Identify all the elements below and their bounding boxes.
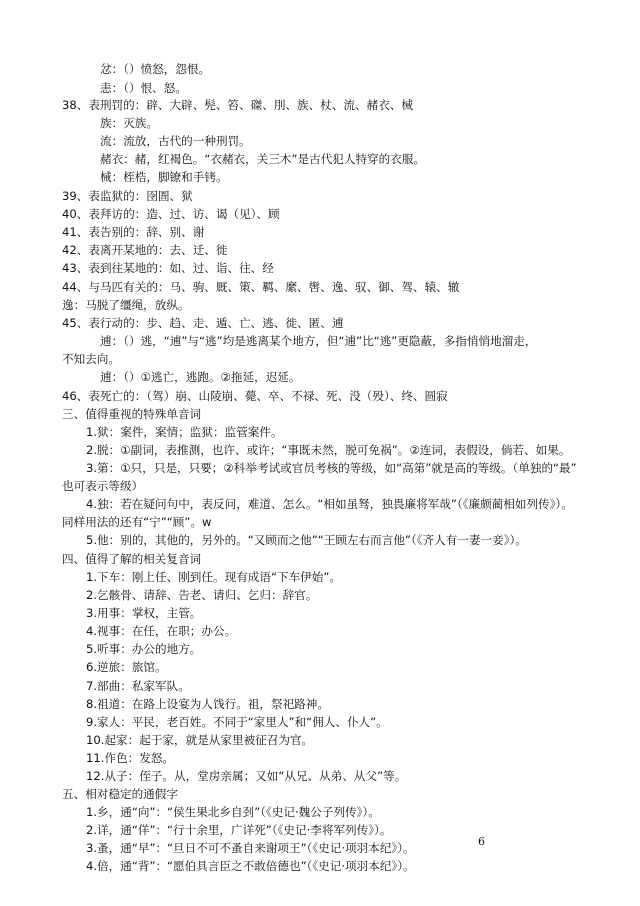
text-line: 5.他：别的，其他的，另外的。“又顾而之他”“王顾左右而言他”（《齐人有一妻一妾》）。 — [86, 533, 527, 547]
text-line: 43、表到往某地的：如、过、诣、往、经 — [62, 261, 274, 275]
text-line: 2.详，通“佯”：“行十余里，广详死”（《史记·李将军列传》）。 — [86, 823, 392, 837]
text-line: 恚：（）恨、怒。 — [100, 81, 187, 95]
text-line: 流：流放，古代的一种刑罚。 — [100, 134, 251, 148]
text-line: 4.独：若在疑问句中，表反问，难道、怎么。“相如虽驽，独畏廉将军哉”（《廉颇蔺相如列传》）。 — [86, 497, 573, 511]
text-line: 逸：马脱了缰绳，放纵。 — [62, 298, 190, 312]
text-line: 42、表离开某地的：去、迁、徙 — [62, 243, 228, 257]
text-line: 忿：（）愤怒，怨恨。 — [100, 62, 211, 76]
text-line: 同样用法的还有“宁”“顾”。w — [62, 515, 212, 529]
text-line: 2.乞骸骨、请辞、告老、请归、乞归：辞官。 — [86, 588, 318, 602]
section-heading: 五、相对稳定的通假字 — [62, 787, 178, 801]
text-line: 45、表行动的：步、趋、走、遁、亡、逃、徙、匿、逋 — [62, 316, 344, 330]
section-heading: 四、值得了解的相关复音词 — [62, 552, 202, 566]
text-line: 1.下车：刚上任、刚到任。现有成语“下车伊始”。 — [86, 570, 341, 584]
text-line: 2.脱：①副词，表推测，也许、或许；“事既未然，脱可免祸”。②连词，表假设，倘若、如果。 — [86, 443, 571, 457]
text-line: 1.狱：案件，案情；监狱：监管案件。 — [86, 425, 283, 439]
text-line: 46、表死亡的：（驾）崩、山陵崩、薨、卒、不禄、死、没（殁）、终、圆寂 — [62, 389, 448, 403]
text-line: 40、表拜访的：造、过、访、谒（见）、顾 — [62, 207, 280, 221]
text-line: 39、表监狱的：囹圄、狱 — [62, 189, 193, 203]
text-line: 械：桎梏，脚镣和手铐。 — [100, 170, 228, 184]
text-line: 8.祖道：在路上设宴为人饯行。祖，祭祀路神。 — [86, 697, 329, 711]
text-line: 3.用事：掌权，主管。 — [86, 606, 202, 620]
text-line: 逋：（）逃，“逋”与“逃”均是逃离某个地方，但“逋”比“逃”更隐蔽，多指悄悄地溜走， — [100, 334, 537, 348]
text-line: 逋：（）①逃亡，逃跑。②拖延，迟延。 — [100, 370, 301, 384]
text-line: 赭衣：赭，红褐色。“衣赭衣，关三木”是古代犯人特穿的衣服。 — [100, 152, 426, 166]
text-line: 11.作色：发怒。 — [86, 751, 175, 765]
text-line: 9.家人：平民，老百姓。不同于“家里人”和“佣人、仆人”。 — [86, 715, 388, 729]
text-line: 38、表刑罚的：辟、大辟、髡、笞、磔、刖、族、杖、流、赭衣、械 — [62, 98, 413, 112]
text-line: 4.视事：在任，在职；办公。 — [86, 624, 237, 638]
text-line: 也可表示等级） — [62, 479, 144, 493]
section-heading: 三、值得重视的特殊单音词 — [62, 407, 202, 421]
text-line: 5.听事：办公的地方。 — [86, 642, 202, 656]
text-line: 3.蚤，通“早”：“旦日不可不蚤自来谢项王”（《史记·项羽本纪》）。 — [86, 841, 415, 855]
text-line: 不知去向。 — [62, 352, 120, 366]
text-line: 10.起家：起于家，就是从家里被征召为官。 — [86, 733, 314, 747]
text-line: 1.乡，通“向”：“侯生果北乡自刭”（《史记·魏公子列传》）。 — [86, 805, 380, 819]
text-line: 4.倍，通“背”：“愿伯具言臣之不敢倍德也”（《史记·项羽本纪》）。 — [86, 859, 415, 873]
text-line: 44、与马匹有关的：马、驹、厩、策、羁、縻、辔、逸、驭、御、驾、辕、辙 — [62, 280, 460, 294]
page-number: 6 — [478, 835, 485, 848]
text-line: 3.第：①只，只是，只要；②科举考试或官员考核的等级，如“高第”就是高的等级。（单独的“最” — [86, 461, 577, 475]
text-line: 12.从子：侄子。从，堂房亲属；又如“从兄、从弟、从父”等。 — [86, 769, 407, 783]
text-line: 6.逆旅：旅馆。 — [86, 660, 167, 674]
text-line: 41、表告别的：辞、别、谢 — [62, 225, 205, 239]
text-line: 7.部曲：私家军队。 — [86, 679, 190, 693]
text-line: 族：灭族。 — [100, 116, 158, 130]
